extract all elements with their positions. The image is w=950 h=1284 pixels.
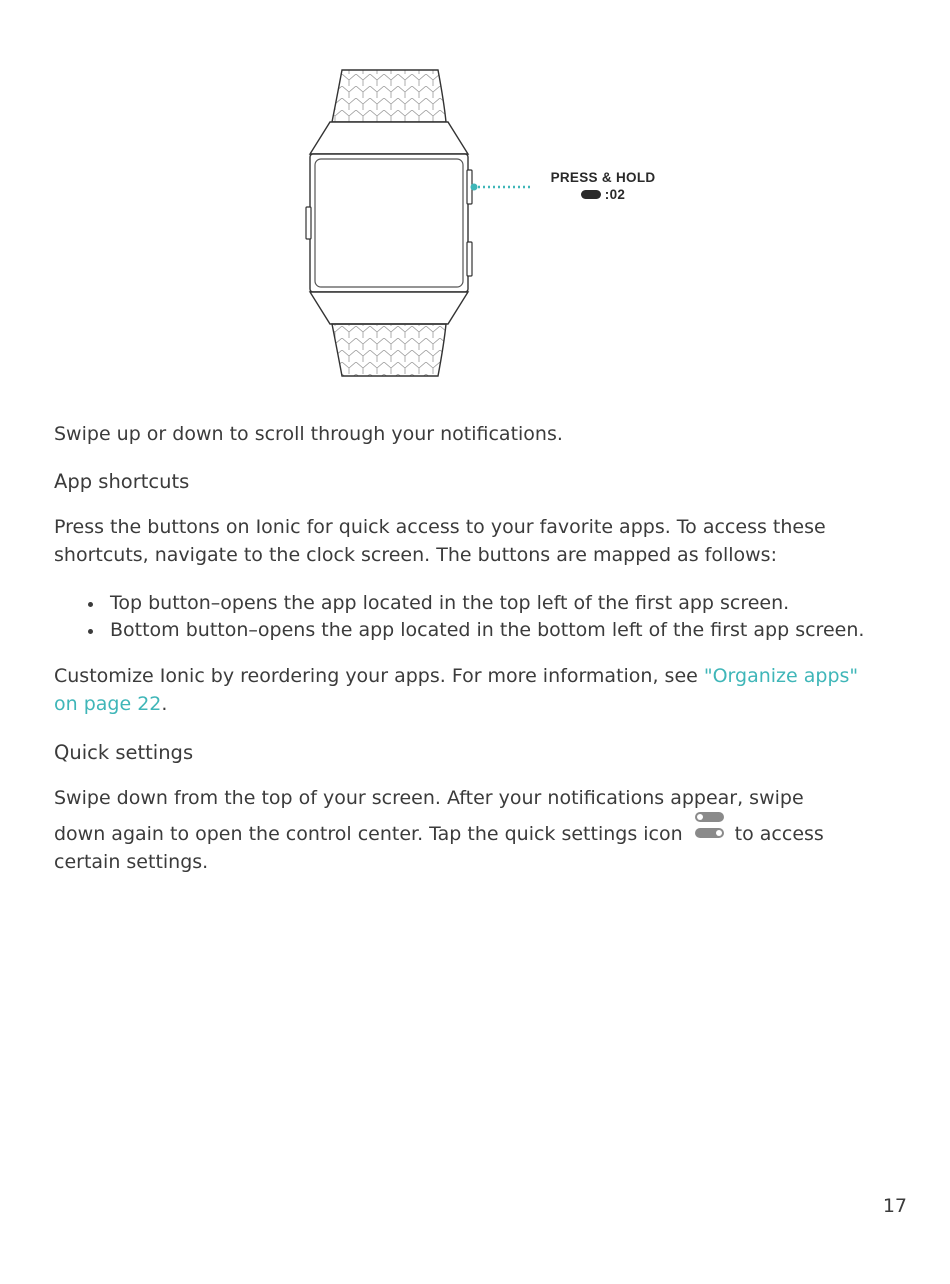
- quick-settings-line1: Swipe down from the top of your screen. After your notifications appear, swipe: [54, 787, 804, 809]
- app-shortcuts-paragraph: Press the buttons on Ionic for quick access to your favorite apps. To access these shortcuts, navigate to the clock screen. The buttons are mapped as follows:: [54, 516, 826, 566]
- organize-apps-link[interactable]: "Organize apps" on page 22: [54, 665, 859, 715]
- quick-settings-icon: [695, 812, 725, 846]
- customize-end: .: [161, 693, 168, 715]
- heading-app-shortcuts: App shortcuts: [54, 470, 190, 493]
- customize-paragraph: [54, 662, 884, 718]
- heading-quick-settings: Quick settings: [54, 741, 194, 764]
- quick-settings-line3: certain settings.: [54, 851, 209, 873]
- quick-settings-line2: [54, 812, 884, 848]
- callout-duration: :02: [604, 187, 626, 202]
- callout-label: PRESS & HOLD: [550, 170, 656, 185]
- shortcut-list: [54, 590, 884, 644]
- quick-settings-text-before: down again to open the control center. Tap the quick settings icon: [54, 823, 683, 845]
- list-item: Bottom button–opens the app located in the bottom left of the first app screen.: [110, 617, 884, 644]
- document-body: [54, 420, 884, 876]
- press-hold-callout: [538, 170, 668, 202]
- page-number: 17: [882, 1195, 907, 1217]
- customize-text: Customize Ionic by reordering your apps. For more information, see: [54, 665, 704, 687]
- button-pill-icon: [581, 190, 601, 199]
- watch-illustration: [300, 62, 660, 382]
- intro-paragraph: Swipe up or down to scroll through your notifications.: [54, 423, 563, 445]
- quick-settings-text-after: to access: [734, 823, 824, 845]
- list-item: Top button–opens the app located in the top left of the first app screen.: [110, 590, 884, 617]
